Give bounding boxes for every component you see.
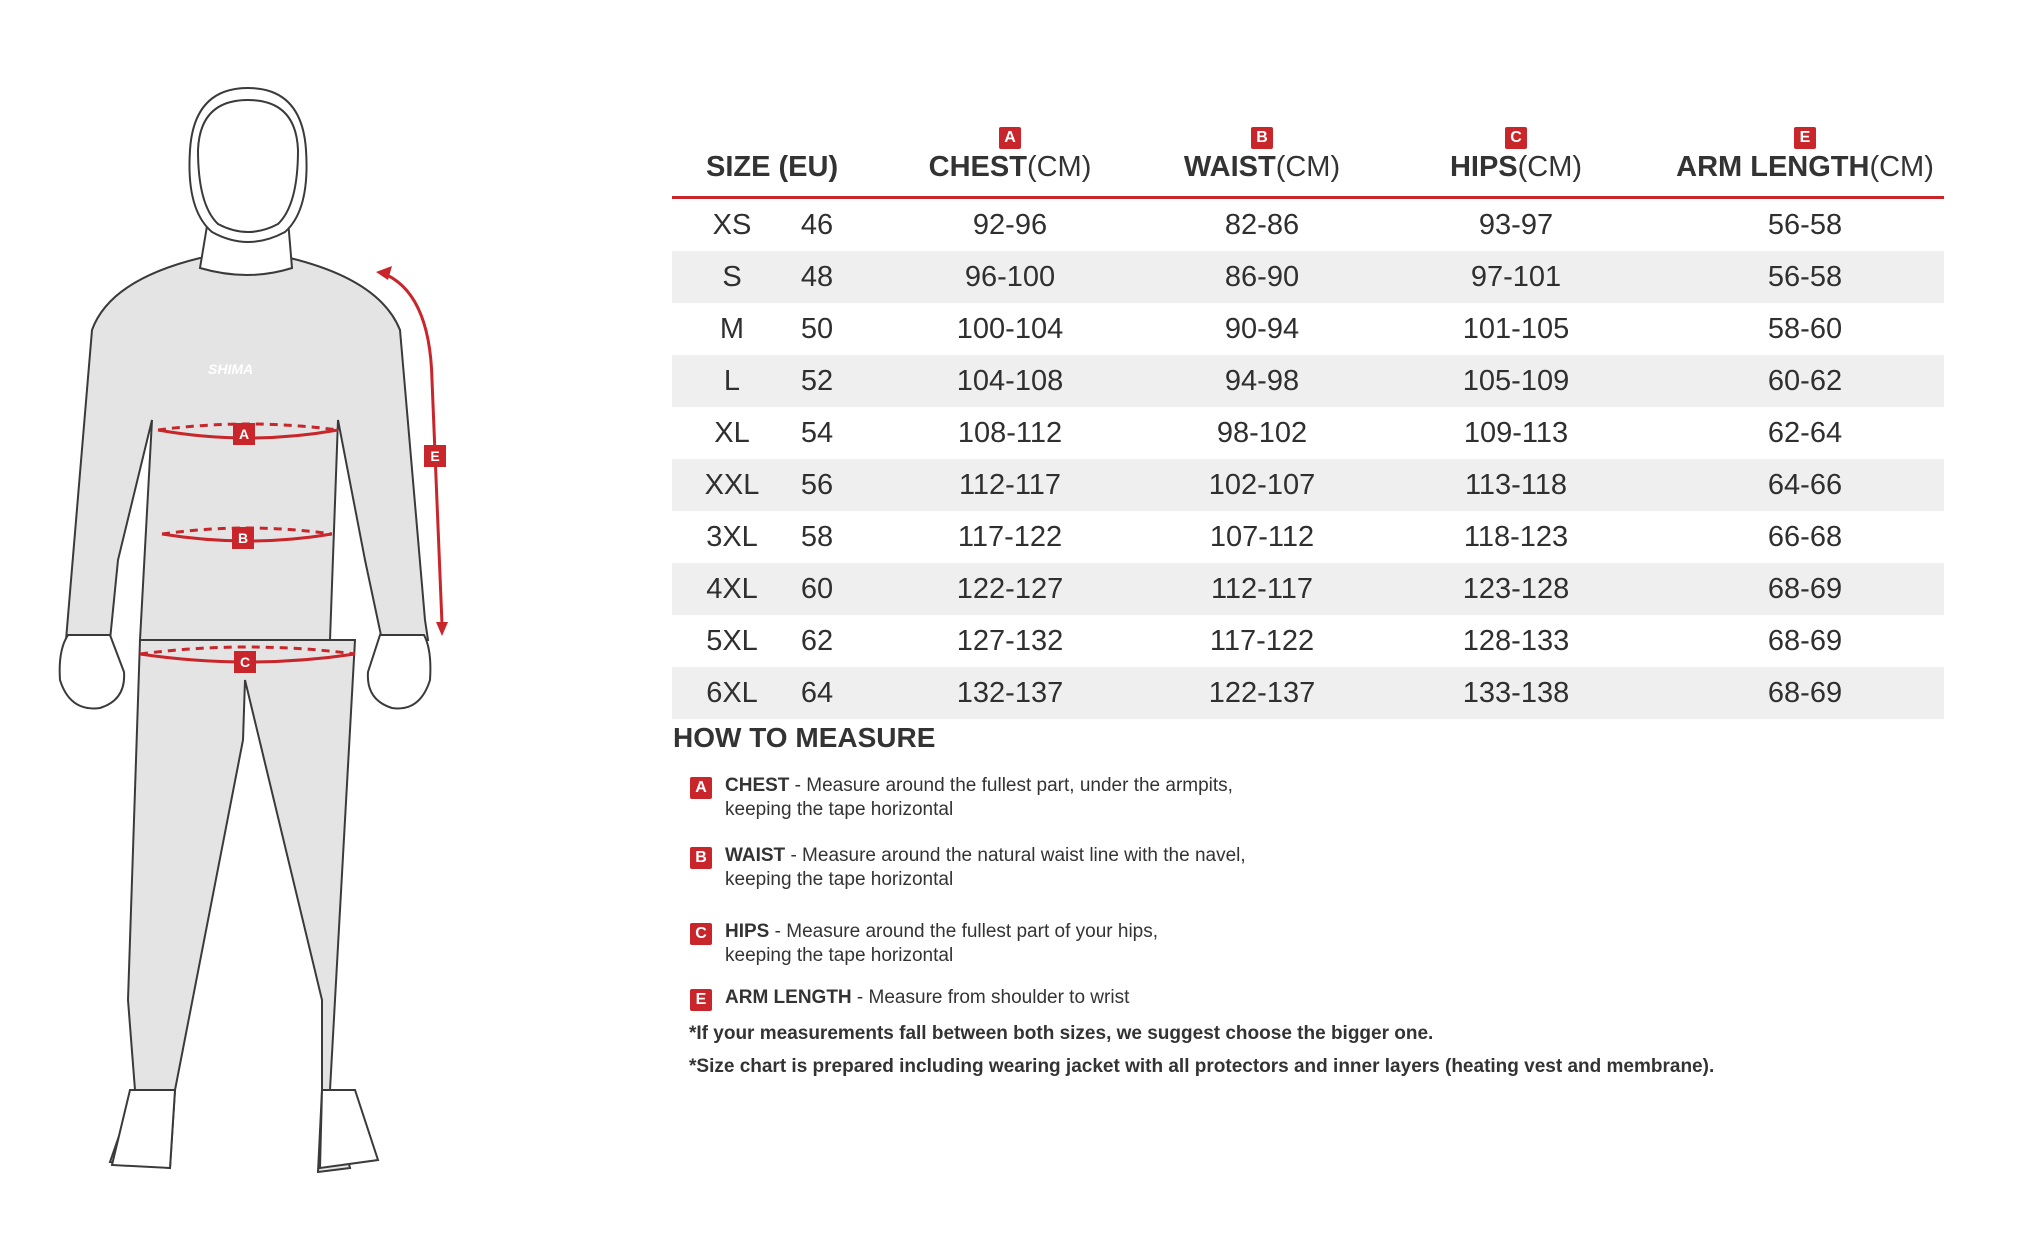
cell-size bbox=[672, 667, 862, 719]
size-label: 3XL bbox=[706, 520, 758, 553]
cell-chest: 117-122 bbox=[957, 520, 1063, 553]
table-row bbox=[672, 563, 1944, 615]
label-b: B bbox=[237, 530, 249, 546]
cell-waist: 112-117 bbox=[1158, 563, 1366, 615]
cell-size bbox=[672, 615, 862, 667]
eu-size: 64 bbox=[800, 676, 834, 709]
table-row bbox=[672, 355, 1944, 407]
cell-hips: 101-105 bbox=[1462, 312, 1570, 345]
eu-size: 50 bbox=[800, 312, 834, 345]
eu-size: 62 bbox=[800, 624, 834, 657]
label-e: E bbox=[430, 448, 440, 464]
cell-chest: 108-112 bbox=[957, 416, 1063, 449]
cell-chest: 96-100 bbox=[862, 251, 1158, 303]
eu-size: 52 bbox=[800, 364, 834, 397]
label-a: A bbox=[238, 426, 250, 442]
table-row bbox=[672, 198, 1944, 252]
cell-chest: 100-104 bbox=[956, 312, 1064, 345]
header-arm-length: E ARM LENGTH(CM) bbox=[1666, 100, 1944, 198]
body-figure-illustration bbox=[0, 0, 560, 1251]
size-table-body bbox=[672, 198, 1944, 720]
cell-arm-length: 56-58 bbox=[1666, 251, 1944, 303]
cell-chest: 92-96 bbox=[972, 208, 1048, 241]
table-row bbox=[672, 459, 1944, 511]
cell-arm-length: 62-64 bbox=[1767, 416, 1843, 449]
cell-chest: 112-117 bbox=[862, 459, 1158, 511]
cell-size bbox=[672, 303, 862, 355]
cell-hips: 93-97 bbox=[1478, 208, 1554, 241]
cell-hips: 97-101 bbox=[1366, 251, 1666, 303]
cell-arm-length: 64-66 bbox=[1666, 459, 1944, 511]
body-figure bbox=[0, 0, 560, 1251]
size-label: 4XL bbox=[706, 572, 758, 605]
cell-chest: 127-132 bbox=[956, 624, 1064, 657]
cell-chest: 104-108 bbox=[862, 355, 1158, 407]
cell-arm-length: 68-69 bbox=[1666, 667, 1944, 719]
table-row bbox=[672, 667, 1944, 719]
header-arm-badge: E bbox=[1794, 127, 1816, 149]
cell-arm-length: 58-60 bbox=[1767, 312, 1843, 345]
cell-chest: 132-137 bbox=[862, 667, 1158, 719]
cell-waist: 94-98 bbox=[1158, 355, 1366, 407]
measure-item-arm-length: E ARM LENGTH - Measure from shoulder to wrist bbox=[673, 986, 1973, 1010]
size-label: XS bbox=[712, 208, 752, 241]
table-row bbox=[672, 615, 1944, 667]
cell-arm-length: 68-69 bbox=[1666, 563, 1944, 615]
table-row bbox=[672, 251, 1944, 303]
table-row bbox=[672, 511, 1944, 563]
cell-size bbox=[672, 355, 862, 407]
cell-arm-length: 60-62 bbox=[1666, 355, 1944, 407]
cell-waist: 122-137 bbox=[1158, 667, 1366, 719]
note-jacket-layers: *Size chart is prepared including wearing jacket with all protectors and inner layers (heating vest and membrane). bbox=[689, 1056, 1715, 1077]
table-row bbox=[672, 407, 1944, 459]
eu-size: 60 bbox=[800, 572, 834, 605]
measure-badge-b: B bbox=[690, 847, 712, 869]
cell-size bbox=[672, 563, 862, 615]
header-hips: C HIPS(CM) bbox=[1366, 100, 1666, 198]
size-label: 5XL bbox=[706, 624, 758, 657]
eu-size: 54 bbox=[800, 416, 834, 449]
chest-logo: SHIMA bbox=[208, 361, 254, 377]
cell-hips: 109-113 bbox=[1463, 416, 1569, 449]
size-label: XL bbox=[714, 416, 750, 449]
cell-hips: 133-138 bbox=[1366, 667, 1666, 719]
note-bigger-size: *If your measurements fall between both sizes, we suggest choose the bigger one. bbox=[689, 1023, 1434, 1044]
measure-badge-c: C bbox=[690, 923, 712, 945]
cell-waist: 117-122 bbox=[1209, 624, 1315, 657]
cell-size bbox=[672, 407, 862, 459]
header-size: SIZE (EU) bbox=[672, 100, 862, 198]
cell-hips: 128-133 bbox=[1462, 624, 1570, 657]
measure-item-waist: B WAIST - Measure around the natural waist line with the navel, keeping the tape horizontal bbox=[673, 844, 1973, 892]
cell-arm-length: 66-68 bbox=[1767, 520, 1843, 553]
size-table-container bbox=[672, 100, 1944, 719]
table-row bbox=[672, 303, 1944, 355]
cell-hips: 113-118 bbox=[1366, 459, 1666, 511]
header-waist-badge: B bbox=[1251, 127, 1273, 149]
cell-waist: 82-86 bbox=[1224, 208, 1300, 241]
cell-hips: 105-109 bbox=[1366, 355, 1666, 407]
measure-badge-e: E bbox=[690, 989, 712, 1011]
cell-waist: 90-94 bbox=[1224, 312, 1300, 345]
eu-size: 46 bbox=[800, 208, 834, 241]
size-table bbox=[672, 100, 1944, 719]
header-chest: A CHEST(CM) bbox=[862, 100, 1158, 198]
cell-hips: 118-123 bbox=[1463, 520, 1569, 553]
header-waist: B WAIST(CM) bbox=[1158, 100, 1366, 198]
cell-chest: 122-127 bbox=[862, 563, 1158, 615]
cell-waist: 102-107 bbox=[1158, 459, 1366, 511]
header-hips-badge: C bbox=[1505, 127, 1527, 149]
how-to-measure bbox=[673, 722, 1973, 1088]
cell-hips: 123-128 bbox=[1366, 563, 1666, 615]
size-label: L bbox=[723, 364, 741, 397]
eu-size: 48 bbox=[800, 260, 834, 293]
cell-size bbox=[672, 198, 862, 252]
size-label: S bbox=[722, 260, 742, 293]
size-label: 6XL bbox=[706, 676, 758, 709]
size-label: XXL bbox=[704, 468, 760, 501]
cell-waist: 107-112 bbox=[1209, 520, 1315, 553]
cell-waist: 98-102 bbox=[1216, 416, 1308, 449]
label-c: C bbox=[239, 654, 251, 670]
cell-size bbox=[672, 459, 862, 511]
cell-size bbox=[672, 251, 862, 303]
header-chest-badge: A bbox=[999, 127, 1021, 149]
table-header-row bbox=[672, 100, 1944, 198]
how-to-measure-title: HOW TO MEASURE bbox=[673, 722, 936, 753]
eu-size: 58 bbox=[800, 520, 834, 553]
measure-badge-a: A bbox=[690, 777, 712, 799]
eu-size: 56 bbox=[800, 468, 834, 501]
cell-waist: 86-90 bbox=[1158, 251, 1366, 303]
cell-arm-length: 56-58 bbox=[1767, 208, 1843, 241]
cell-arm-length: 68-69 bbox=[1767, 624, 1843, 657]
measure-item-hips: C HIPS - Measure around the fullest part of your hips, keeping the tape horizontal bbox=[673, 920, 1973, 968]
size-label: M bbox=[719, 312, 745, 345]
measure-item-chest: A CHEST - Measure around the fullest part, under the armpits, keeping the tape horizontal bbox=[673, 774, 1973, 822]
cell-size bbox=[672, 511, 862, 563]
